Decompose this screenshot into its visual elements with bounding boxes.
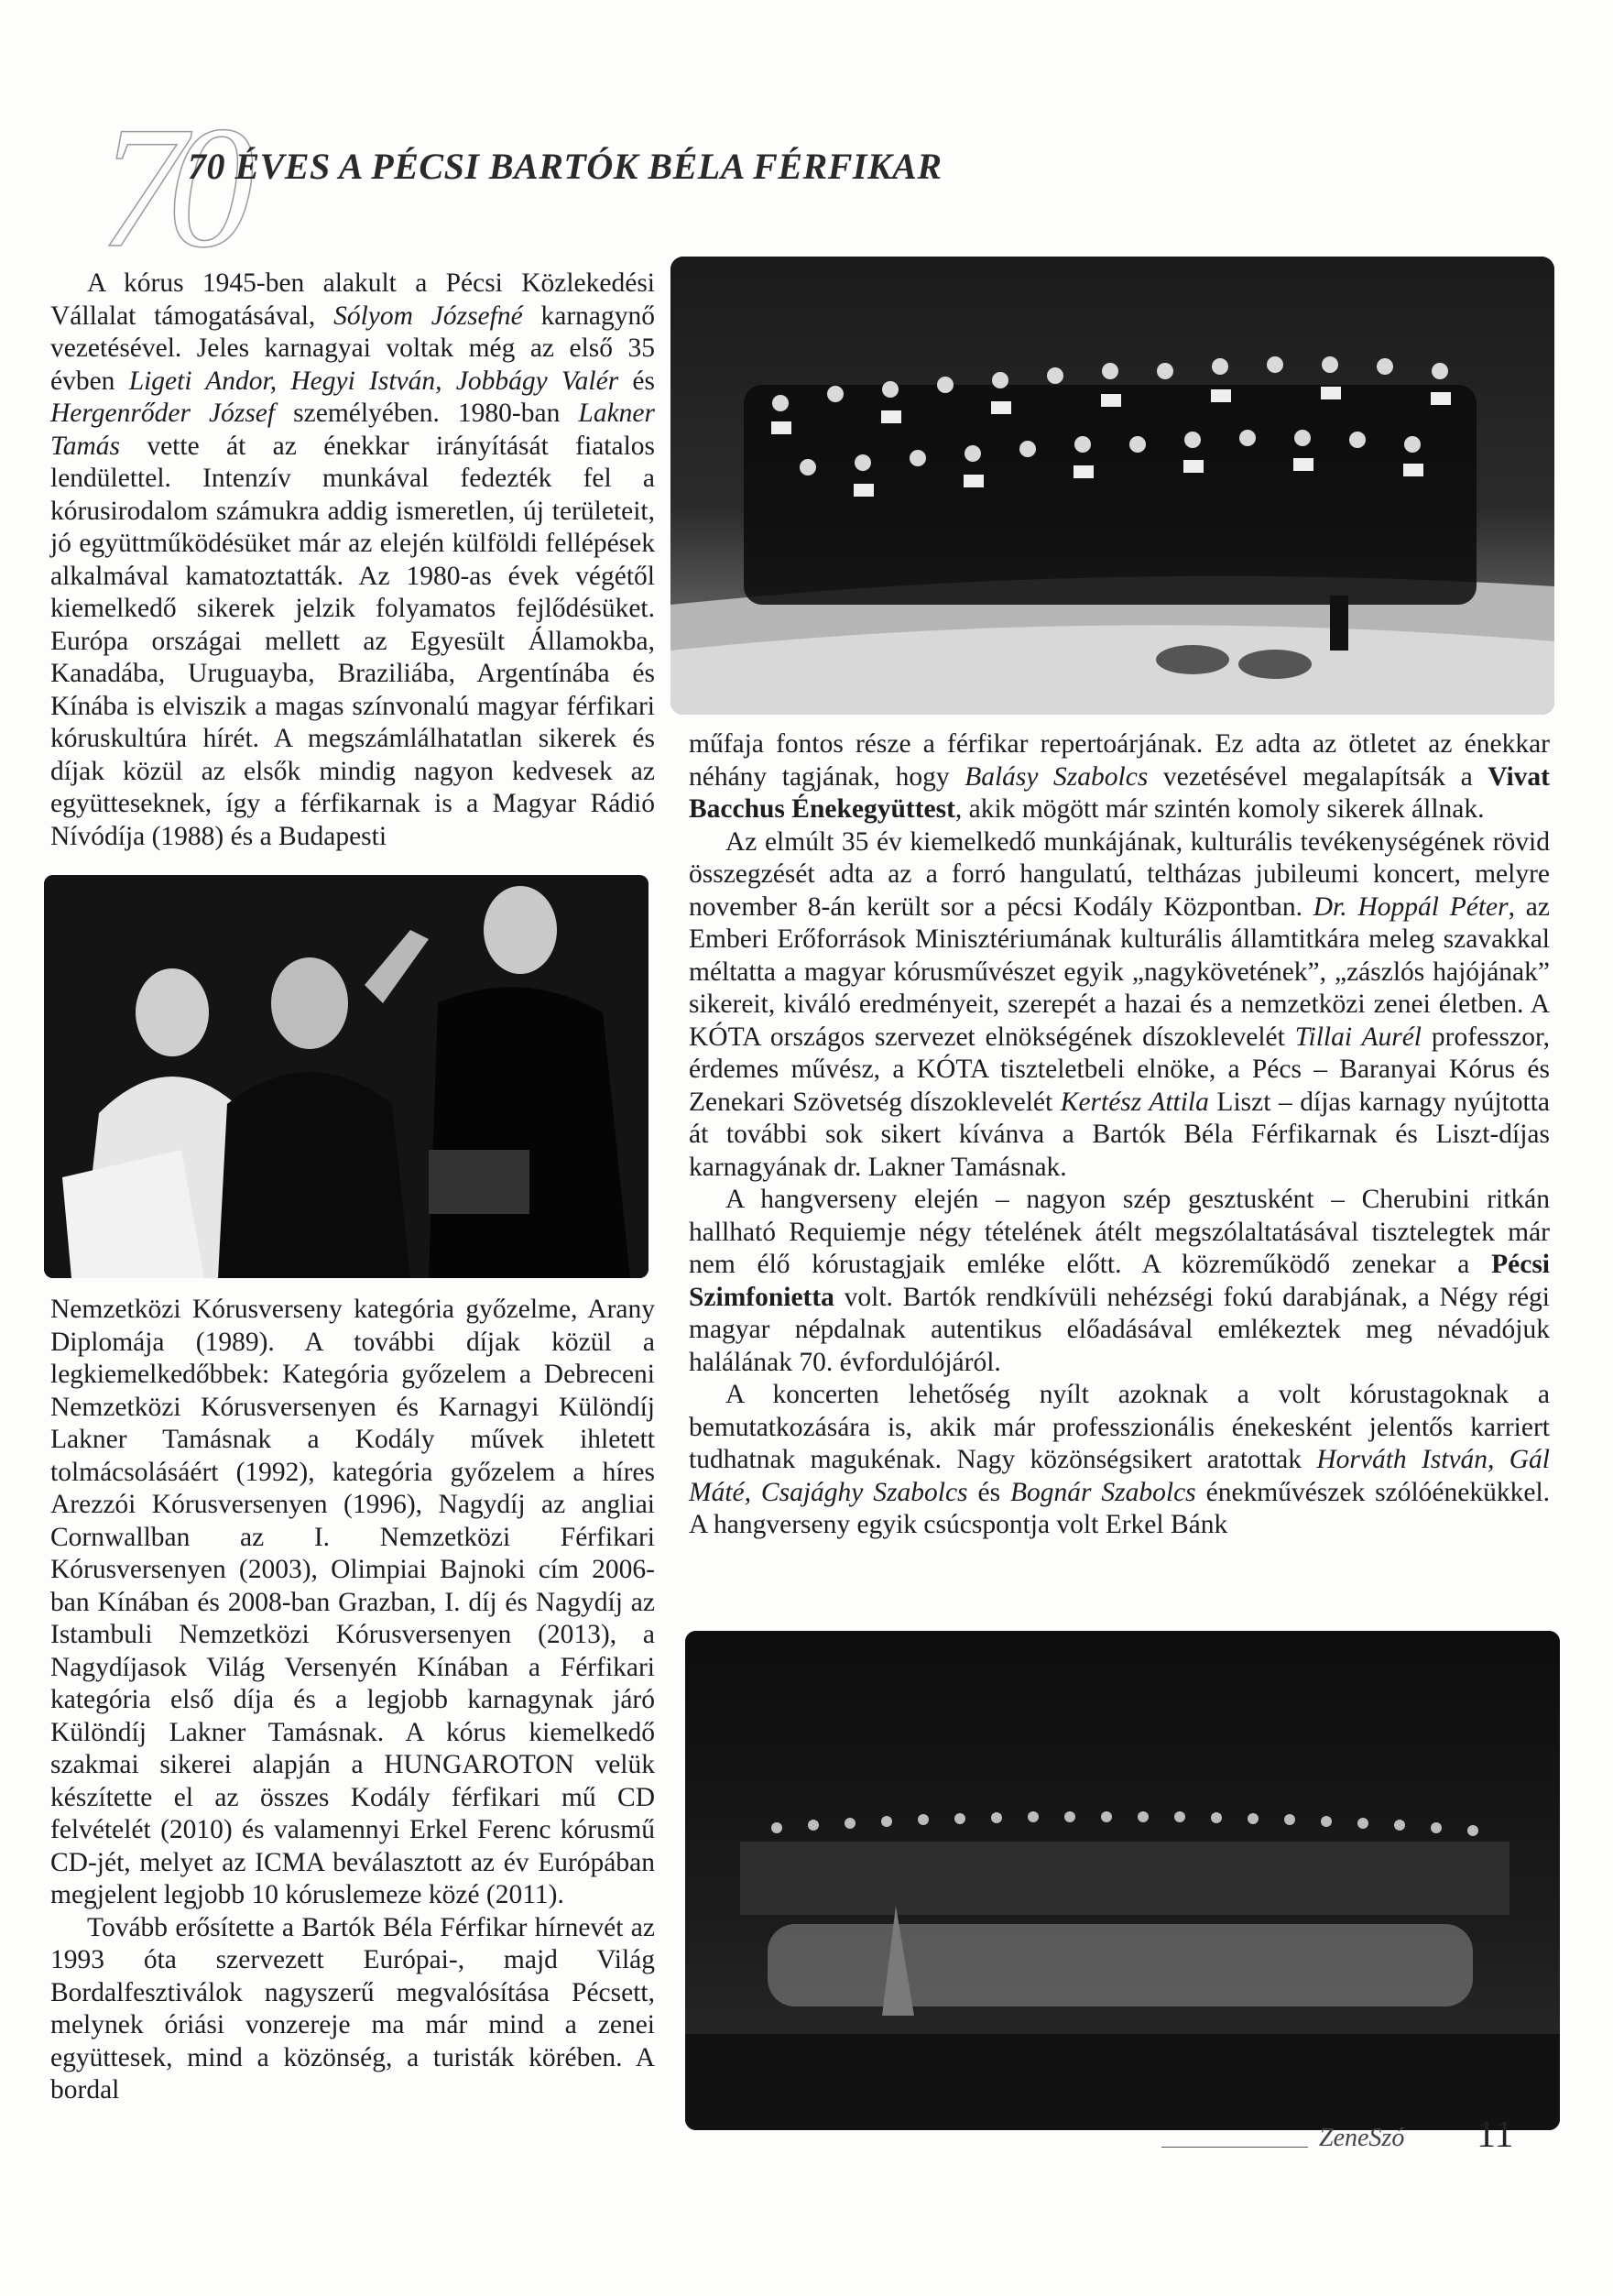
paragraph: Az elmúlt 35 év kiemelkedő munkájának, kulturális tevékenységének rövid összegzését adta az a forró hangulatú, teltházas jubileumi koncert, melyre november 8-án került sor a pécsi Kodály Központban. Dr. Hoppál Péter, az Emberi Erőforrások Minisztériumának kulturális államtitkára meleg szavakkal méltatta a magyar kórusművészet egyik „nagykövetének”, „zászlós hajójának” sikereit, kiváló eredményeit, szerepét a hazai és a nemzetközi zenei életben. A KÓTA országos szervezet elnökségének díszoklevelét Tillai Aurél professzor, érdemes művész, a KÓTA tiszteletbeli elnöke, a Pécs – Baranyai Kórus és Zenekari Szövetség díszoklevelét Kertész Attila Liszt – díjas karnagy nyújtotta át további sok sikert kívánva a Bartók Béla Férfikarnak és Liszt-díjas karnagyának dr. Lakner Tamásnak. (689, 826, 1551, 1182)
page-title: 70 ÉVES A PÉCSI BARTÓK BÉLA FÉRFIKAR (188, 146, 943, 187)
photo-choir-orchestra (685, 1631, 1560, 2130)
right-column (689, 728, 1550, 1542)
page-number: 11 (1477, 2114, 1514, 2156)
paragraph: A kórus 1945-ben alakult a Pécsi Közlekedési Vállalat támogatásával, Sólyom Józsefné karnagynő vezetésével. Jeles karnagyai voltak még az első 35 évben Ligeti Andor, Hegyi István, Jobbágy Valér és Hergenrőder József személyében. 1980-ban Lakner Tamás vette át az énekkar irányítását fiatalos lendülettel. Intenzív munkával fedezték fel a kórusirodalom számukra addig ismeretlen, új területeit, jó együttműködésüket már az elején külföldi fellépések alkalmával kamatoztatták. Az 1980-as évek végétől kiemelkedő sikerek jelzik folyamatos fejlődésüket. Európa országai mellett az Egyesült Államokba, Kanadába, Uruguayba, Braziliába, Argentínába és Kínába is elviszik a magas színvonalú magyar férfikari kóruskultúra hírét. A megszámlálhatatlan sikerek és díjak közül az elsők mindig nagyon kedvesek az együtteseknek, így a férfikarnak is a Magyar Rádió Nívódíja (1988) és a Budapesti (50, 268, 656, 851)
magazine-name: ZeneSzó (1319, 2124, 1405, 2152)
paragraph: A koncerten lehetőség nyílt azoknak a volt kórustagoknak a bemutatkozására is, akik már professzionális énekesként jelentős karriert tudhatnak magukénak. Nagy közönségsikert aratottak Horváth István, Gál Máté, Csajághy Szabolcs és Bognár Szabolcs énekművészek szólóénekükkel. A hangverseny egyik csúcspontja volt Erkel Bánk (689, 1380, 1551, 1539)
photo-choir-stage (670, 257, 1554, 715)
paragraph: műfaja fontos része a férfikar repertoárjának. Ez adta az ötletet az énekkar néhány tagjának, hogy Balásy Szabolcs vezetésével megalapítsák a Vivat Bacchus Énekegyüttest, akik mögött már szintén komoly sikerek állnak. (689, 729, 1550, 824)
left-column-top (50, 268, 655, 853)
left-column-bottom (50, 1294, 655, 2107)
footer-rule (1161, 2147, 1308, 2148)
decorative-big-number: 70 (99, 92, 236, 284)
photo-soloists (44, 875, 648, 1278)
paragraph: Nemzetközi Kórusverseny kategória győzelme, Arany Diplomája (1989). A további díjak közül a legkiemelkedőbbek: Kategória győzelem a Debreceni Nemzetközi Kórusversenyen és Karnagyi Különdíj Lakner Tamásnak a Kodály művek ihletett tolmácsolásáért (1992), kategória győzelem a híres Arezzói Kórusversenyen (1996), Nagydíj az angliai Cornwallban az I. Nemzetközi Férfikari Kórusversenyen (2003), Olimpiai Bajnoki cím 2006-ban Kínában és 2008-ban Grazban, I. díj és Nagydíj az Istambuli Nemzetközi Kórusversenyen (2013), a Nagydíjasok Világ Versenyén Kínában a Férfikari kategória első díja és a legjobb karnagynak járó Különdíj Lakner Tamásnak. A kórus kiemelkedő szakmai sikerei alapján a HUNGAROTON velük készítette el az összes Kodály férfikari mű CD felvételét (2010) és valamennyi Erkel Ferenc kórusmű CD-jét, melyet az ICMA beválasztott az év Európában megjelent legjobb 10 kóruslemeze közé (2011). (50, 1295, 655, 1909)
paragraph: Tovább erősítette a Bartók Béla Férfikar hírnevét az 1993 óta szervezett Európai-, majd Világ Bordalfesztiválok nagyszerű megvalósítása Pécsett, melynek óriási vonzereje ma már mind a zenei együttesek, mind a közönség, a turisták körében. A bordal (50, 1912, 655, 2105)
paragraph: A hangverseny elején – nagyon szép gesztusként – Cherubini ritkán hallható Requiemje négy tételének átélt megszólaltatásával tisztelegtek már nem élő kórustagjaik emléke előtt. A közreműködő zenekar a Pécsi Szimfonietta volt. Bartók rendkívüli nehézségi fokú darabjának, a Négy régi magyar népdalnak autentikus előadásával emlékeztek meg névadójuk halálának 70. évfordulójáról. (689, 1185, 1550, 1377)
